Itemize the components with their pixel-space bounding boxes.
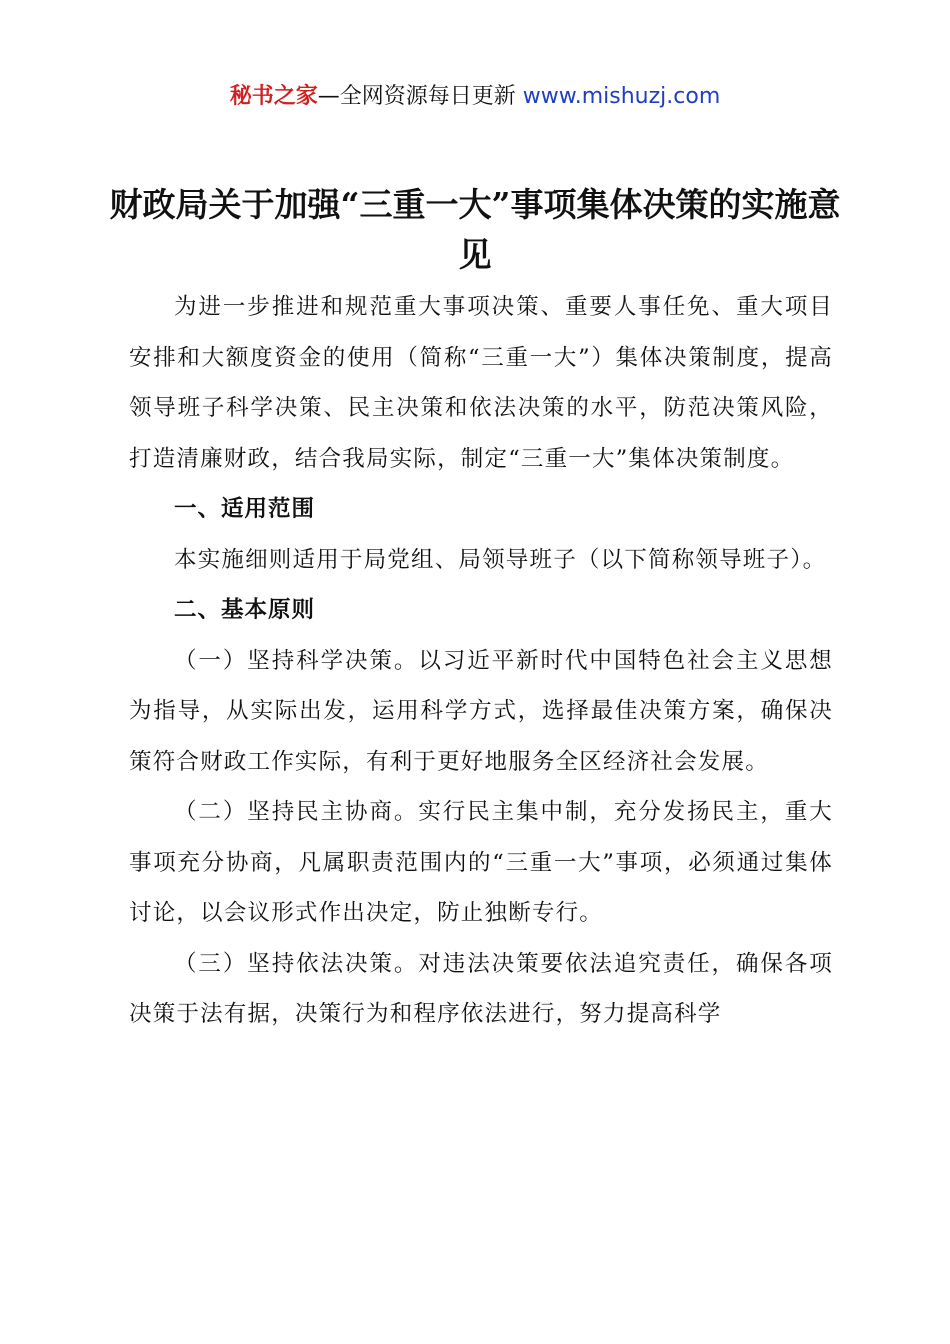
document-title: 财政局关于加强“三重一大”事项集体决策的实施意见 — [109, 185, 841, 274]
brand-name: 秘书之家 — [229, 84, 318, 109]
principle-democratic: （二）坚持民主协商。实行民主集中制，充分发扬民主，重大事项充分协商，凡属职责范围内的“三重一大”事项，必须通过集体讨论，以会议形式作出决定，防止独断专行。 — [129, 799, 833, 926]
principle-scientific: （一）坚持科学决策。以习近平新时代中国特色社会主义思想为指导，从实际出发，运用科学方式，选择最佳决策方案，确保决策符合财政工作实际，有利于更好地服务全区经济社会发展。 — [129, 647, 833, 775]
principle-legal: （三）坚持依法决策。对违法决策要依法追究责任，确保各项决策于法有据，决策行为和程序依法进行，努力提高科学 — [129, 950, 833, 1027]
document-body — [129, 282, 833, 1040]
intro-paragraph: 为进一步推进和规范重大事项决策、重要人事任免、重大项目安排和大额度资金的使用（简称“三重一大”）集体决策制度，提高领导班子科学决策、民主决策和依法决策的水平，防范决策风险，打造清廉财政，结合我局实际，制定“三重一大”集体决策制度。 — [129, 294, 833, 472]
site-header — [0, 82, 950, 112]
section-heading-scope: 一、适用范围 — [174, 496, 316, 522]
site-url[interactable]: www.mishuzj.com — [522, 84, 721, 109]
section-heading-principles: 二、基本原则 — [174, 597, 316, 623]
scope-paragraph: 本实施细则适用于局党组、局领导班子（以下简称领导班子）。 — [174, 546, 827, 573]
header-slogan: —全网资源每日更新 — [317, 84, 523, 109]
